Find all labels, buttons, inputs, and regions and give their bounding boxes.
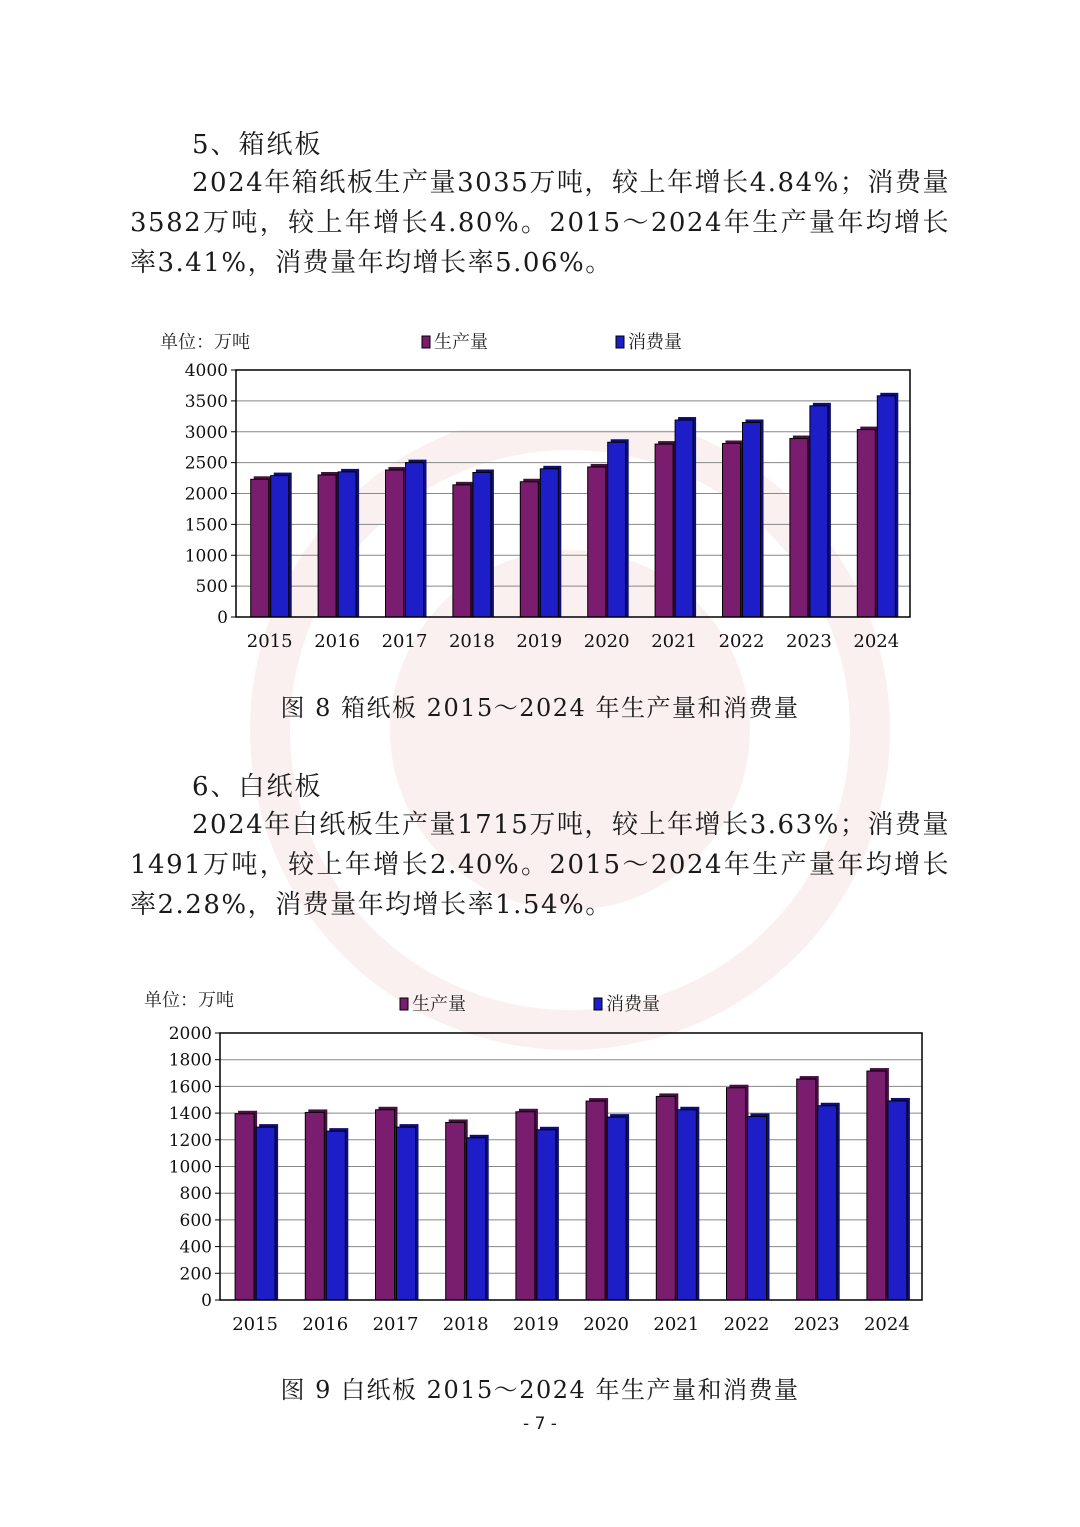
bar-consumption [271, 476, 289, 617]
bar-consumption [877, 396, 895, 617]
x-tick-label: 2019 [512, 1314, 559, 1335]
unit-label: 单位：万吨 [160, 332, 250, 353]
x-tick-label: 2023 [793, 1314, 840, 1335]
chart-box-board [140, 320, 940, 665]
bar-production [318, 475, 336, 617]
bar-production [655, 444, 673, 617]
bar-production [867, 1071, 886, 1300]
page-number: - 7 - [523, 1414, 557, 1434]
bar-consumption [810, 406, 828, 617]
x-tick-label: 2020 [583, 1314, 630, 1335]
x-tick-label: 2016 [302, 1314, 349, 1335]
y-tick-label: 800 [179, 1184, 212, 1205]
legend-label: 生产量 [434, 332, 488, 353]
y-tick-label: 400 [179, 1237, 212, 1258]
bar-production [586, 1101, 605, 1300]
section-heading: 6、白纸板 [192, 772, 323, 802]
legend-label: 生产量 [412, 994, 466, 1015]
y-tick-label: 1200 [168, 1130, 212, 1151]
bar-production [727, 1088, 746, 1300]
bar-consumption [326, 1131, 345, 1300]
section-heading: 5、箱纸板 [192, 130, 323, 160]
figure-caption: 图 9 白纸板 2015～2024 年生产量和消费量 [280, 1376, 800, 1404]
bar-consumption [467, 1138, 486, 1300]
bar-production [376, 1110, 395, 1300]
bar-production [520, 482, 538, 617]
chart-white-board [120, 980, 940, 1340]
y-tick-label: 1000 [184, 546, 228, 567]
bar-consumption [607, 1117, 626, 1300]
y-tick-label: 1600 [168, 1077, 212, 1098]
x-tick-label: 2020 [583, 631, 630, 652]
bar-consumption [608, 442, 626, 617]
y-tick-label: 1000 [168, 1157, 212, 1178]
section-paragraph: 2024年白纸板生产量1715万吨，较上年增长3.63%；消费量1491万吨，较上年增长2.40%。2015～2024年生产量年均增长率2.28%，消费量年均增长率1.54%。 [130, 810, 950, 920]
y-tick-label: 200 [179, 1264, 212, 1285]
legend-label: 消费量 [628, 332, 682, 353]
bar-consumption [818, 1106, 837, 1300]
x-tick-label: 2017 [381, 631, 428, 652]
bar-consumption [537, 1130, 556, 1300]
x-tick-label: 2017 [372, 1314, 419, 1335]
bar-production [453, 485, 471, 617]
y-tick-label: 3000 [184, 422, 228, 443]
legend-swatch [422, 336, 430, 348]
bar-consumption [748, 1116, 767, 1300]
legend-swatch [594, 998, 602, 1010]
x-tick-label: 2022 [718, 631, 765, 652]
bar-consumption [338, 472, 356, 617]
bar-production [797, 1079, 816, 1300]
section-paragraph: 2024年箱纸板生产量3035万吨，较上年增长4.84%；消费量3582万吨，较上年增长4.80%。2015～2024年生产量年均增长率3.41%，消费量年均增长率5.06%。 [130, 168, 950, 278]
bar-consumption [540, 469, 558, 617]
bar-production [857, 430, 875, 617]
bar-production [588, 467, 606, 617]
bar-production [790, 439, 808, 617]
section-5 [130, 124, 950, 283]
bar-consumption [406, 463, 424, 617]
bar-consumption [675, 420, 693, 617]
legend-label: 消费量 [606, 994, 660, 1015]
x-tick-label: 2023 [785, 631, 832, 652]
bar-production [235, 1114, 254, 1300]
bar-consumption [888, 1101, 907, 1300]
x-tick-label: 2015 [232, 1314, 279, 1335]
y-tick-label: 1500 [184, 515, 228, 536]
y-tick-label: 3500 [184, 391, 228, 412]
x-tick-label: 2018 [442, 1314, 489, 1335]
bar-consumption [256, 1127, 275, 1300]
bar-consumption [743, 422, 761, 617]
y-tick-label: 1800 [168, 1050, 212, 1071]
y-tick-label: 2500 [184, 453, 228, 474]
bar-production [446, 1122, 465, 1300]
y-tick-label: 0 [201, 1291, 212, 1311]
y-tick-label: 0 [217, 608, 228, 628]
y-tick-label: 2000 [184, 484, 228, 505]
x-tick-label: 2018 [448, 631, 495, 652]
x-tick-label: 2024 [863, 1314, 910, 1335]
y-tick-label: 1400 [168, 1104, 212, 1125]
bar-production [656, 1096, 675, 1300]
bar-production [305, 1112, 324, 1300]
y-tick-label: 4000 [184, 361, 228, 381]
section-6 [130, 766, 950, 925]
x-tick-label: 2024 [853, 631, 900, 652]
bar-production [386, 470, 404, 617]
x-tick-label: 2022 [723, 1314, 770, 1335]
y-tick-label: 2000 [168, 1024, 212, 1044]
unit-label: 单位：万吨 [144, 990, 234, 1011]
bar-consumption [397, 1127, 416, 1300]
x-tick-label: 2016 [314, 631, 361, 652]
x-tick-label: 2021 [651, 631, 698, 652]
y-tick-label: 600 [179, 1210, 212, 1231]
bar-production [516, 1112, 535, 1300]
x-tick-label: 2021 [653, 1314, 700, 1335]
x-tick-label: 2015 [246, 631, 293, 652]
bar-consumption [677, 1110, 696, 1300]
legend-swatch [400, 998, 408, 1010]
y-tick-label: 500 [195, 577, 228, 598]
x-tick-label: 2019 [516, 631, 563, 652]
bar-production [251, 479, 269, 617]
legend-swatch [616, 336, 624, 348]
bar-consumption [473, 473, 491, 617]
figure-caption: 图 8 箱纸板 2015～2024 年生产量和消费量 [280, 694, 800, 722]
bar-production [723, 443, 741, 617]
